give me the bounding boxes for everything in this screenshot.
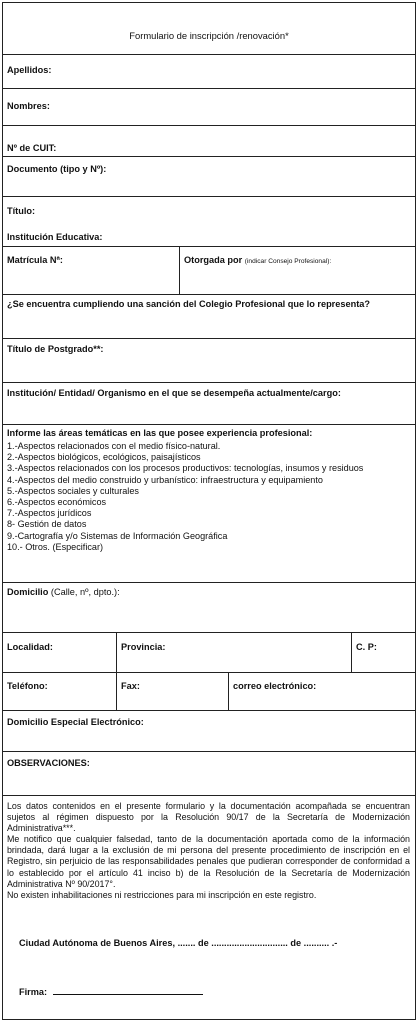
signature-block[interactable]	[19, 986, 203, 997]
cp-field[interactable]	[351, 633, 415, 672]
form-title: Formulario de inscripción /renovación*	[129, 30, 289, 41]
area-item: 7.-Aspectos jurídicos	[7, 508, 92, 519]
place-date-line[interactable]: Ciudad Autónoma de Buenos Aires, ....... de .............................. de .......... .-	[19, 938, 338, 948]
correo-field[interactable]	[228, 673, 415, 710]
declaration-p3: No existen inhabilitaciones ni restricciones para mi inscripción en este registro.	[7, 889, 317, 900]
institucion-entidad-field[interactable]	[3, 383, 415, 425]
otorgada-por-label	[184, 255, 331, 265]
provincia-label: Provincia:	[121, 642, 166, 652]
titulo-institucion-block	[3, 197, 415, 247]
institucion-entidad-label: Institución/ Entidad/ Organismo en el que se desempeña actualmente/cargo:	[7, 388, 341, 398]
declaration-text	[7, 801, 410, 901]
declaration-p1: Los datos contenidos en el presente formulario y la documentación acompañada se encuentran sujetos al régimen dispuesto por la Resolución 90/17 de la Secretaría de Modernización Administrativa***.	[7, 801, 410, 834]
nombres-label: Nombres:	[7, 101, 50, 111]
documento-label: Documento (tipo y Nº):	[7, 164, 107, 174]
area-item: 6.-Aspectos económicos	[7, 497, 107, 508]
telefono-field[interactable]	[3, 673, 116, 710]
area-item: 9.-Cartografía y/o Sistemas de Información Geográfica	[7, 530, 228, 541]
area-item: 2.-Aspectos biológicos, ecológicos, paisajísticos	[7, 452, 201, 463]
fax-field[interactable]	[116, 673, 228, 710]
firma-label: Firma:	[19, 987, 48, 997]
apellidos-field[interactable]	[3, 55, 415, 89]
signature-line[interactable]	[53, 986, 203, 995]
observaciones-field[interactable]	[3, 752, 415, 796]
areas-heading: Informe las áreas temáticas en las que posee experiencia profesional:	[7, 428, 313, 438]
area-item: 10.- Otros. (Especificar)	[7, 541, 104, 552]
area-item: 5.-Aspectos sociales y culturales	[7, 485, 139, 496]
areas-tematicas-section	[3, 425, 415, 583]
localidad-label: Localidad:	[7, 642, 53, 652]
localidad-row	[3, 633, 415, 673]
area-item: 8- Gestión de datos	[7, 519, 87, 530]
nombres-field[interactable]	[3, 89, 415, 126]
domicilio-field[interactable]	[3, 583, 415, 633]
form-title-row	[3, 3, 415, 55]
provincia-field[interactable]	[116, 633, 351, 672]
otorgada-por-field[interactable]	[179, 247, 415, 294]
otorgada-por-text: Otorgada por	[184, 255, 243, 265]
declaration-p2: Me notifico que cualquier falsedad, tanto de la documentación aportada como de la información brindada, dará lugar a la exclusión de mi persona del presente procedimiento de inscripción en el Registro, sin perjuicio de las responsabilidades penales que pudieran corresponder de conformidad a lo establecido por el artículo 41 inciso b) de la Resolución de la Secretaría de Modernización Administrativa Nº 90/2017°.	[7, 834, 410, 889]
matricula-label: Matrícula Nª:	[7, 255, 63, 265]
observaciones-label: OBSERVACIONES:	[7, 758, 90, 768]
localidad-field[interactable]	[3, 633, 116, 672]
postgrado-label: Título de Postgrado**:	[7, 344, 104, 354]
fax-label: Fax:	[121, 681, 140, 691]
area-item: 4.-Aspectos del medio construido y urbanístico: infraestructura y equipamiento	[7, 474, 323, 485]
cp-label: C. P:	[356, 642, 377, 652]
matricula-row	[3, 247, 415, 295]
domicilio-text: Domicilio	[7, 587, 49, 597]
domicilio-especial-label: Domicilio Especial Electrónico:	[7, 717, 144, 727]
telefono-label: Teléfono:	[7, 681, 48, 691]
area-item: 1.-Aspectos relacionados con el medio físico-natural.	[7, 441, 221, 451]
registration-form	[2, 2, 416, 1020]
titulo-label[interactable]: Título:	[7, 206, 36, 216]
cuit-label: Nº de CUIT:	[7, 143, 57, 153]
apellidos-label: Apellidos:	[7, 65, 52, 75]
domicilio-especial-field[interactable]	[3, 711, 415, 752]
postgrado-field[interactable]	[3, 339, 415, 383]
declaration-section	[3, 796, 415, 1019]
otorgada-por-note: (indicar Consejo Profesional):	[244, 258, 332, 265]
telefono-row	[3, 673, 415, 711]
area-item: 3.-Aspectos relacionados con los procesos productivos: tecnologías, insumos y residuos	[7, 463, 364, 474]
domicilio-note: (Calle, nº, dpto.):	[50, 587, 120, 597]
domicilio-label	[7, 587, 120, 597]
areas-list	[7, 441, 363, 553]
sancion-label: ¿Se encuentra cumpliendo una sanción del Colegio Profesional que lo representa?	[7, 299, 370, 309]
correo-label: correo electrónico:	[233, 681, 317, 691]
cuit-field[interactable]	[3, 126, 415, 157]
documento-field[interactable]	[3, 157, 415, 197]
institucion-educativa-label[interactable]: Institución Educativa:	[7, 232, 103, 242]
matricula-field[interactable]	[3, 247, 179, 294]
sancion-field[interactable]	[3, 295, 415, 339]
